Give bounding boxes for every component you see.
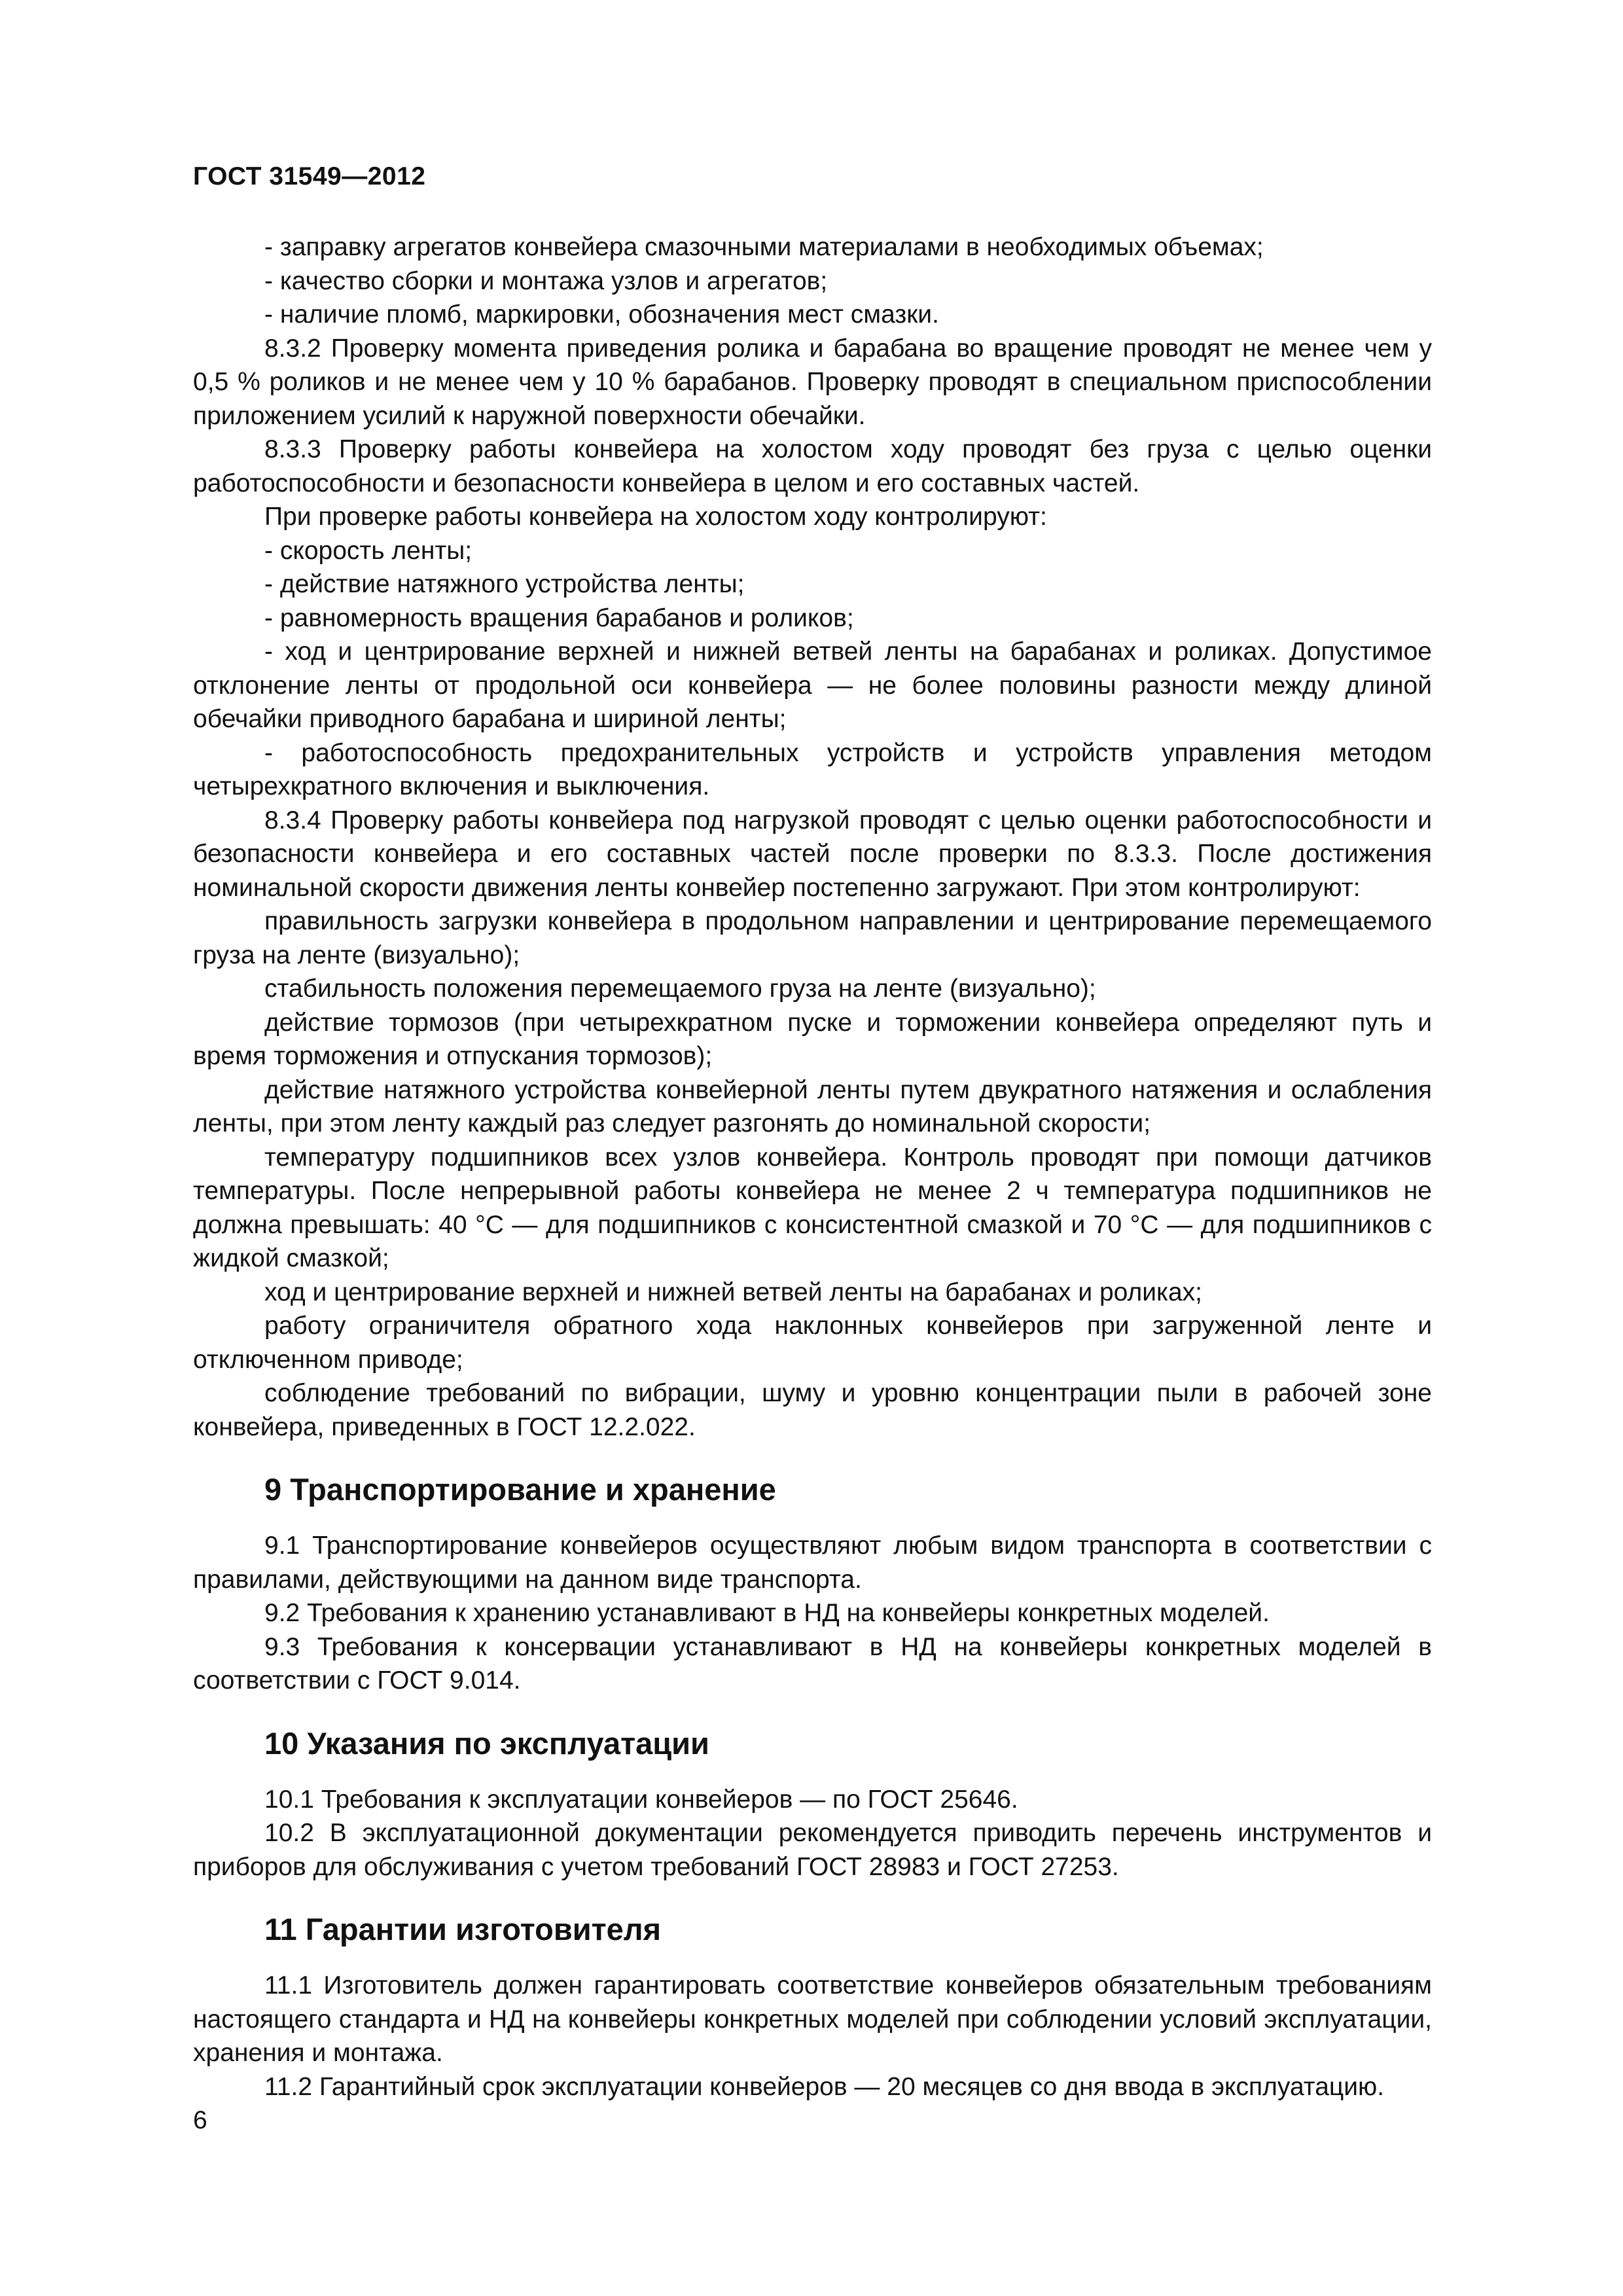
paragraph: температуру подшипников всех узлов конвейера. Контроль проводят при помощи датчиков температуры. После непрерывной работы конвейера не менее 2 ч температура подшипников не должна превышать: 40 °С — для подшипников с консистентной смазкой и 70 °С — для подшипников с жидкой смазкой;	[193, 1143, 1432, 1272]
document-body	[193, 230, 1432, 2104]
paragraph: - наличие пломб, маркировки, обозначения мест смазки.	[264, 300, 939, 329]
paragraph: 9.3 Требования к консервации устанавливают в НД на конвейеры конкретных моделей в соответствии с ГОСТ 9.014.	[193, 1632, 1432, 1695]
paragraph: 9.2 Требования к хранению устанавливают в НД на конвейеры конкретных моделей.	[264, 1599, 1270, 1627]
paragraph: 10.2 В эксплуатационной документации рекомендуется приводить перечень инструментов и приборов для обслуживания с учетом требований ГОСТ 28983 и ГОСТ 27253.	[193, 1819, 1432, 1881]
paragraph: действие натяжного устройства конвейерной ленты путем двукратного натяжения и ослабления ленты, при этом ленту каждый раз следует разгонять до номинальной скорости;	[193, 1075, 1432, 1138]
paragraph: стабильность положения перемещаемого груза на ленте (визуально);	[264, 975, 1096, 1003]
paragraph: 8.3.2 Проверку момента приведения ролика и барабана во вращение проводят не менее чем у 0,5 % роликов и не менее чем у 10 % барабанов. Проверку проводят в специальном приспособлении приложением усилий к наружной поверхности обечайки.	[193, 334, 1432, 430]
paragraph: - скорость ленты;	[264, 536, 473, 565]
document-header: ГОСТ 31549—2012	[193, 162, 426, 190]
page-number: 6	[193, 2106, 207, 2134]
paragraph: При проверке работы конвейера на холостом ходу контролируют:	[264, 503, 1047, 531]
section-heading-11: 11 Гарантии изготовителя	[264, 1912, 662, 1946]
paragraph: работу ограничителя обратного хода наклонных конвейеров при загруженной ленте и отключенном приводе;	[193, 1312, 1432, 1374]
paragraph: - действие натяжного устройства ленты;	[264, 570, 745, 598]
paragraph: - равномерность вращения барабанов и роликов;	[264, 603, 854, 632]
paragraph: 8.3.3 Проверку работы конвейера на холостом ходу проводят без груза с целью оценки работоспособности и безопасности конвейера в целом и его составных частей.	[193, 435, 1432, 497]
section-heading-10: 10 Указания по эксплуатации	[264, 1725, 709, 1761]
paragraph: 10.1 Требования к эксплуатации конвейеров — по ГОСТ 25646.	[264, 1785, 1018, 1814]
paragraph: ход и центрирование верхней и нижней ветвей ленты на барабанах и роликах;	[264, 1278, 1202, 1306]
paragraph: - ход и центрирование верхней и нижней ветвей ленты на барабанах и роликах. Допустимое отклонение ленты от продольной оси конвейера — не более половины разности между длиной обечайки приводного барабана и шириной ленты;	[193, 637, 1432, 733]
paragraph: - заправку агрегатов конвейера смазочными материалами в необходимых объемах;	[264, 233, 1264, 261]
paragraph: - работоспособность предохранительных устройств и устройств управления методом четырехкратного включения и выключения.	[193, 738, 1432, 800]
paragraph: 11.2 Гарантийный срок эксплуатации конвейеров — 20 месяцев со дня ввода в эксплуатацию.	[264, 2072, 1385, 2101]
paragraph: 11.1 Изготовитель должен гарантировать соответствие конвейеров обязательным требованиям настоящего стандарта и НД на конвейеры конкретных моделей при соблюдении условий эксплуатации, хранения и монтажа.	[193, 1971, 1432, 2067]
section-heading-9: 9 Транспортирование и хранение	[264, 1472, 776, 1507]
paragraph: 9.1 Транспортирование конвейеров осуществляют любым видом транспорта в соответствии с правилами, действующими на данном виде транспорта.	[193, 1532, 1432, 1594]
paragraph: действие тормозов (при четырехкратном пуске и торможении конвейера определяют путь и время торможения и отпускания тормозов);	[193, 1008, 1432, 1070]
paragraph: соблюдение требований по вибрации, шуму и уровню концентрации пыли в рабочей зоне конвейера, приведенных в ГОСТ 12.2.022.	[193, 1379, 1432, 1441]
paragraph: - качество сборки и монтажа узлов и агрегатов;	[264, 266, 828, 295]
paragraph: правильность загрузки конвейера в продольном направлении и центрирование перемещаемого груза на ленте (визуально);	[193, 907, 1432, 969]
paragraph: 8.3.4 Проверку работы конвейера под нагрузкой проводят с целью оценки работоспособности и безопасности конвейера и его составных частей после проверки по 8.3.3. После достижения номинальной скорости движения ленты конвейер постепенно загружают. При этом контролируют:	[193, 806, 1432, 902]
